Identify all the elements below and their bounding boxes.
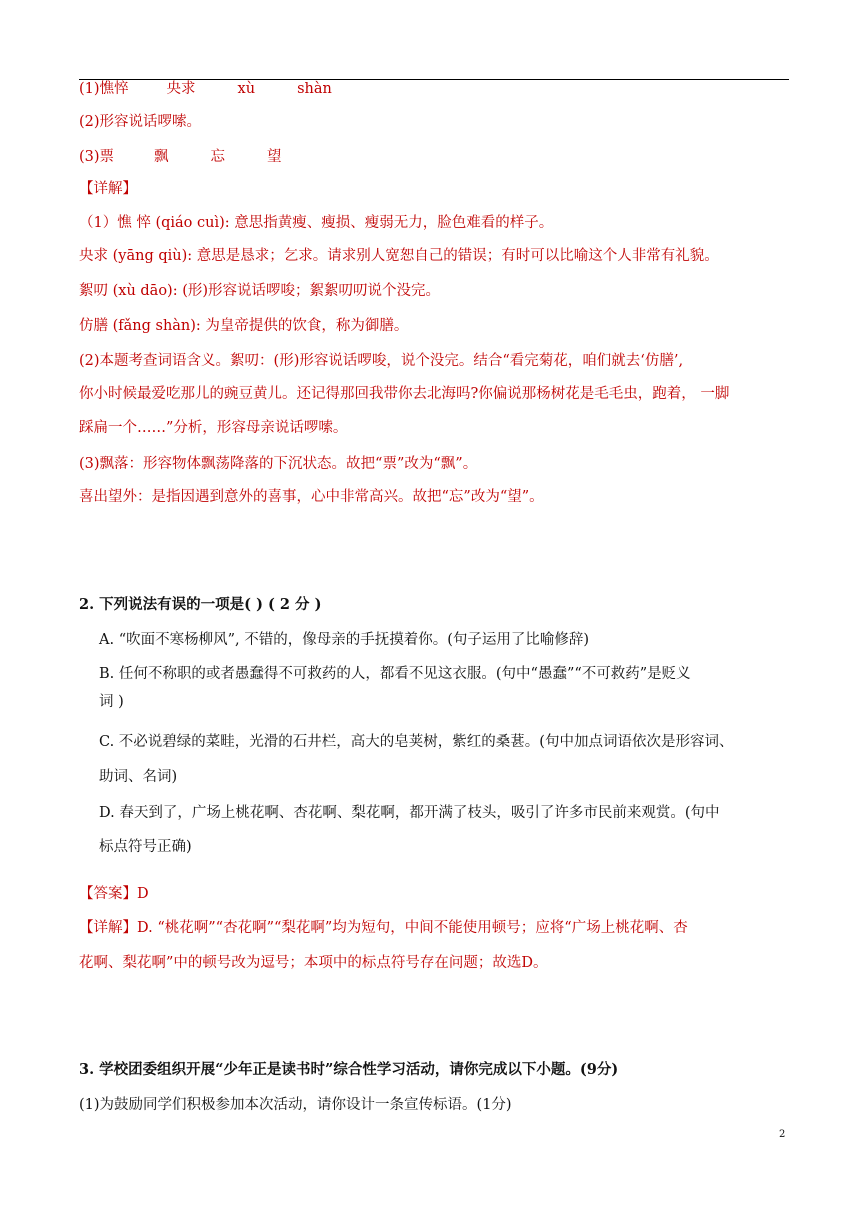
question-2-stem: 2. 下列说法有误的一项是( ) ( 2 分 ) [79, 596, 322, 613]
option-b-cont: 词 ) [99, 694, 124, 710]
detail-line: 你小时候最爱吃那儿的豌豆黄儿。还记得那回我带你去北海吗?你偏说那杨树花是毛毛虫，跑着， 一脚 [79, 386, 730, 402]
option-d: D. 春天到了，广场上桃花啊、杏花啊、梨花啊，都开满了枝头，吸引了许多市民前来观赏。(句中 [99, 805, 720, 821]
detail-line: 央求 (yāng qiù): 意思是恳求；乞求。请求别人宽恕自己的错误；有时可以比喻这个人非常有礼貌。 [79, 248, 719, 264]
option-a: A. “吹面不寒杨柳风”, 不错的，像母亲的手抚摸着你。(句子运用了比喻修辞) [99, 632, 590, 648]
option-c: C. 不必说碧绿的菜畦，光滑的石井栏，高大的皂荚树，紫红的桑葚。(句中加点词语依次是形容词、 [99, 734, 734, 750]
detail-line: 絮叨 (xù dāo): (形)形容说话啰唆；絮絮叨叨说个没完。 [79, 283, 441, 299]
answer-3-char-a: (3)票 [79, 149, 115, 165]
detail-line: 【详解】D. “桃花啊”“杏花啊”“梨花啊”均为短句，中间不能使用顿号；应将“广场上桃花啊、杏 [79, 920, 688, 936]
option-c-cont: 助词、名词) [99, 769, 178, 785]
answer-1-word-b: 央求 [166, 81, 196, 97]
answer-3-char-d: 望 [267, 149, 282, 165]
question-3-stem: 3. 学校团委组织开展“少年正是读书时”综合性学习活动，请你完成以下小题。(9分) [79, 1061, 619, 1078]
detail-line: (2)本题考查词语含义。絮叨：(形)形容说话啰唆，说个没完。结合“看完菊花，咱们就去‘仿膳’, [79, 353, 684, 369]
answer-line-1 [79, 80, 332, 98]
answer-1-word-a: (1)憔悴 [79, 81, 129, 97]
detail-line: (3)飘落：形容物体飘荡降落的下沉状态。故把“票”改为“飘”。 [79, 456, 478, 472]
detail-label: 【详解】 [79, 181, 137, 197]
answer-3-char-c: 忘 [210, 149, 226, 165]
answer-3-char-b: 飘 [154, 149, 169, 165]
detail-line: 花啊、梨花啊”中的顿号改为逗号；本项中的标点符号存在问题；故选D。 [79, 955, 548, 971]
detail-line: 踩扁一个……”分析，形容母亲说话啰嗦。 [79, 420, 348, 436]
answer-1-pinyin-c: xù [237, 81, 256, 97]
option-d-cont: 标点符号正确) [99, 839, 192, 855]
answer-line-3 [79, 148, 282, 166]
detail-line: （1）憔 悴 (qiáo cuì): 意思指黄瘦、瘦损、瘦弱无力，脸色难看的样子。 [79, 215, 554, 231]
detail-line: 仿膳 (fǎng shàn): 为皇帝提供的饮食，称为御膳。 [79, 318, 409, 334]
answer-line-2: (2)形容说话啰嗦。 [79, 114, 202, 130]
page-number: 2 [779, 1129, 786, 1140]
option-b: B. 任何不称职的或者愚蠢得不可救药的人，都看不见这衣服。(句中“愚蠢”“不可救药”是贬义 [99, 666, 691, 682]
answer-label: 【答案】D [79, 886, 149, 902]
detail-line: 喜出望外：是指因遇到意外的喜事，心中非常高兴。故把“忘”改为“望”。 [79, 489, 544, 505]
answer-1-pinyin-d: shàn [297, 81, 332, 97]
question-3-sub-1: (1)为鼓励同学们积极参加本次活动，请你设计一条宣传标语。(1分) [79, 1097, 512, 1113]
